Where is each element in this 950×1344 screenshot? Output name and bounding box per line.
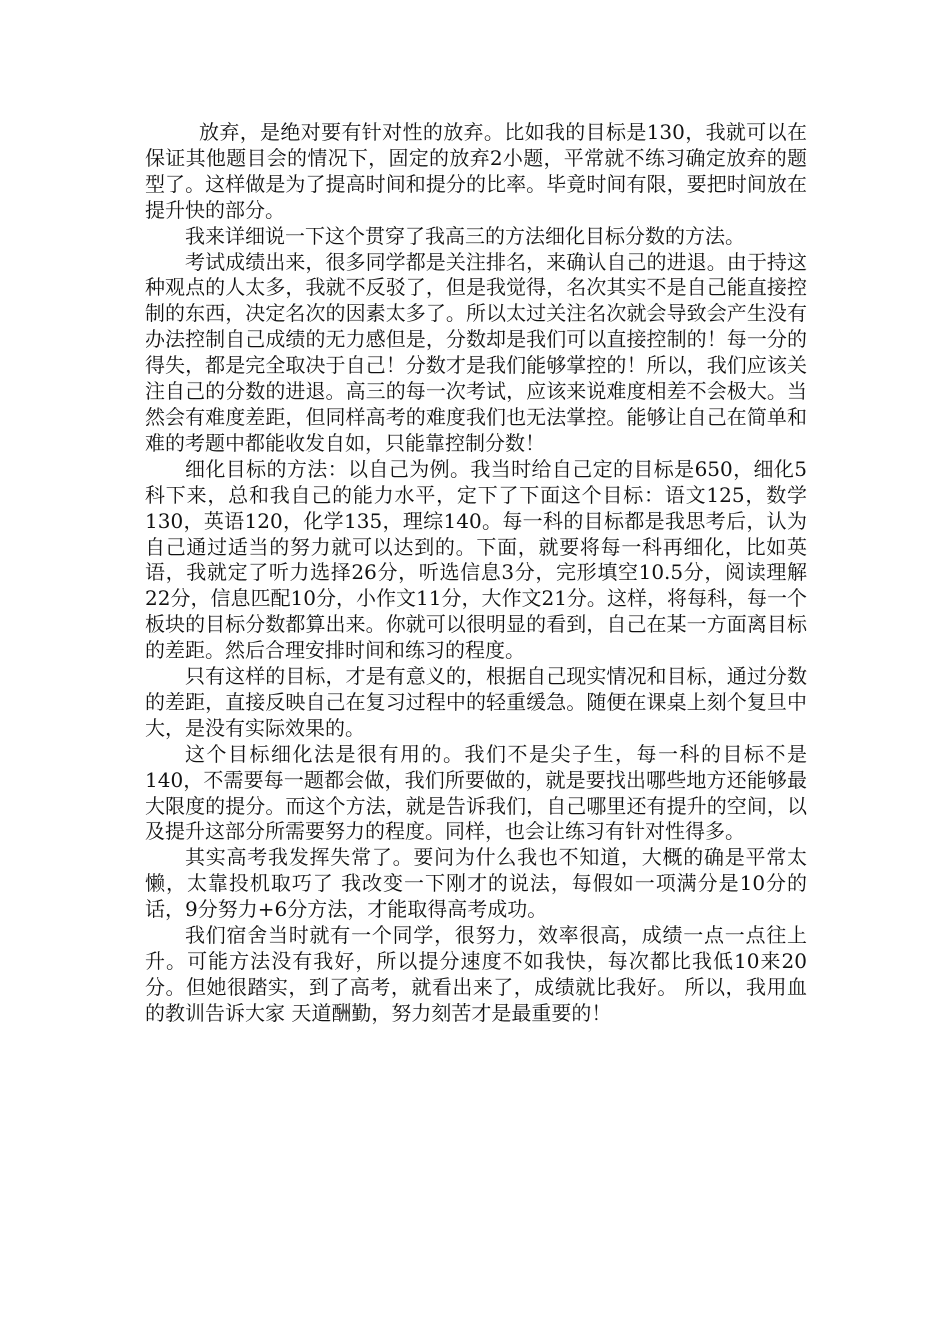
paragraph-3: 考试成绩出来，很多同学都是关注排名，来确认自己的进退。由于持这种观点的人太多，我就不反驳了，但是我觉得，名次其实不是自己能直接控制的东西，决定名次的因素太多了。所以太过关注名次就会导致会产生没有办法控制自己成绩的无力感但是，分数却是我们可以直接控制的！每一分的得失，都是完全取决于自己！分数才是我们能够掌控的！所以，我们应该关注自己的分数的进退。高三的每一次考试，应该来说难度相差不会极大。当然会有难度差距，但同样高考的难度我们也无法掌控。能够让自己在简单和难的考题中都能收发自如，只能靠控制分数！	[145, 249, 807, 455]
paragraph-8: 我们宿舍当时就有一个同学，很努力，效率很高，成绩一点一点往上升。可能方法没有我好，所以提分速度不如我快，每次都比我低10来20分。但她很踏实，到了高考，就看出来了，成绩就比我好。 所以，我用血的教训告诉大家 天道酬勤，努力刻苦才是最重要的！	[145, 923, 807, 1025]
document-body	[145, 120, 807, 1027]
paragraph-4: 细化目标的方法：以自己为例。我当时给自己定的目标是650，细化5科下来，总和我自己的能力水平，定下了下面这个目标：语文125，数学130，英语120，化学135，理综140。每一科的目标都是我思考后，认为自己通过适当的努力就可以达到的。下面，就要将每一科再细化，比如英语，我就定了听力选择26分，听选信息3分，完形填空10.5分，阅读理解22分，信息匹配10分，小作文11分，大作文21分。这样，将每科，每一个板块的目标分数都算出来。你就可以很明显的看到，自己在某一方面离目标的差距。然后合理安排时间和练习的程度。	[145, 456, 807, 663]
paragraph-2: 我来详细说一下这个贯穿了我高三的方法细化目标分数的方法。	[185, 223, 745, 248]
paragraph-7: 其实高考我发挥失常了。要问为什么我也不知道，大概的确是平常太懒，太靠投机取巧了 我改变一下刚才的说法，每假如一项满分是10分的话，9分努力+6分方法，才能取得高考成功。	[145, 845, 807, 922]
paragraph-5: 只有这样的目标，才是有意义的，根据自己现实情况和目标，通过分数的差距，直接反映自己在复习过程中的轻重缓急。随便在课桌上刻个复旦中大，是没有实际效果的。	[145, 664, 807, 740]
paragraph-6: 这个目标细化法是很有用的。我们不是尖子生，每一科的目标不是140，不需要每一题都会做，我们所要做的，就是要找出哪些地方还能够最大限度的提分。而这个方法，就是告诉我们，自己哪里还有提升的空间，以及提升这部分所需要努力的程度。同样，也会让练习有针对性得多。	[145, 741, 807, 844]
paragraph-1: 放弃，是绝对要有针对性的放弃。比如我的目标是130，我就可以在保证其他题目会的情况下，固定的放弃2小题，平常就不练习确定放弃的题型了。这样做是为了提高时间和提分的比率。毕竟时间有限，要把时间放在提升快的部分。	[145, 120, 807, 222]
